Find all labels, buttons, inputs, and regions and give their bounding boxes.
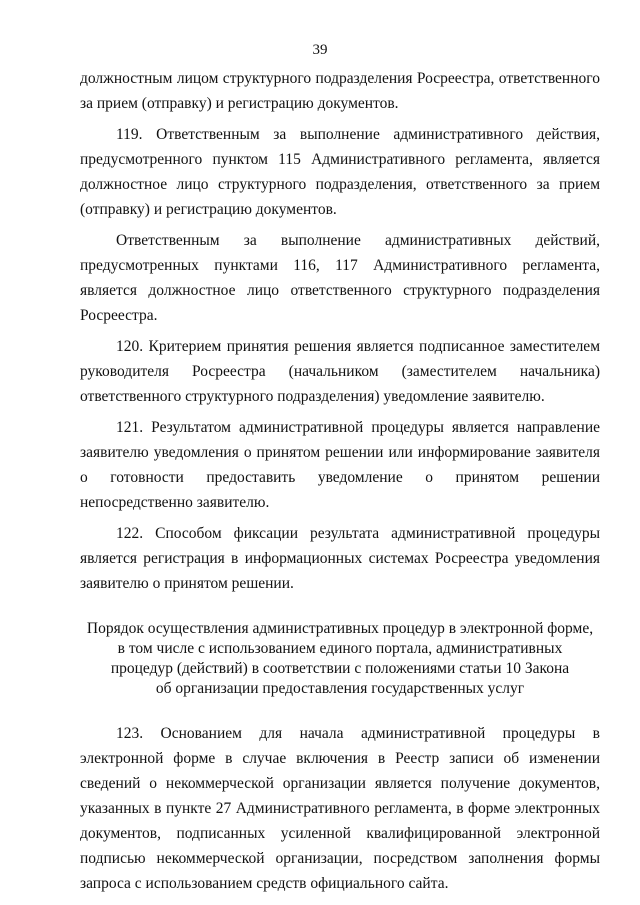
paragraph-122: 122. Способом фиксации результата административной процедуры является регистрация в информационных системах Росреестра уведомления заявителю о принятом решении. — [80, 525, 600, 592]
section-heading-line: в том числе с использованием единого портала, административных — [117, 640, 563, 657]
section-heading — [80, 619, 600, 699]
paragraph-119-second: Ответственным за выполнение административных действий, предусмотренных пунктами 116, 117 Административного регламента, является должностное лицо ответственного структурного подразделения Росреестра. — [80, 232, 600, 324]
paragraph-continuation: должностным лицом структурного подразделения Росреестра, ответственного за прием (отправку) и регистрацию документов. — [80, 70, 600, 112]
page-number: 39 — [312, 42, 328, 58]
section-heading-line: процедур (действий) в соответствии с положениями статьи 10 Закона — [110, 660, 570, 677]
section-heading-line: Порядок осуществления административных процедур в электронной форме, — [86, 620, 594, 637]
paragraph-123: 123. Основанием для начала административной процедуры в электронной форме в случае включения в Реестр записи об изменении сведений о некоммерческой организации является получение документов, указанных в пункте 27 Административного регламента, в форме электронных документов, подписанных усиленной квалифицированной электронной подписью некоммерческой организации, посредством заполнения формы запроса с использованием средств официального сайта. — [80, 725, 600, 892]
section-heading-line: об организации предоставления государственных услуг — [155, 680, 525, 697]
paragraph-120: 120. Критерием принятия решения является подписанное заместителем руководителя Росреестра (начальником (заместителем начальника) ответственного структурного подразделения) уведомление заявителю. — [80, 338, 600, 405]
paragraph-119: 119. Ответственным за выполнение административного действия, предусмотренного пунктом 115 Административного регламента, является должностное лицо структурного подразделения, ответственного за прием (отправку) и регистрацию документов. — [80, 126, 600, 218]
body-text — [80, 66, 600, 896]
paragraph-121: 121. Результатом административной процедуры является направление заявителю уведомления о принятом решении или информирование заявителя о готовности предоставить уведомление о принятом решении непосредственно заявителю. — [80, 419, 600, 511]
